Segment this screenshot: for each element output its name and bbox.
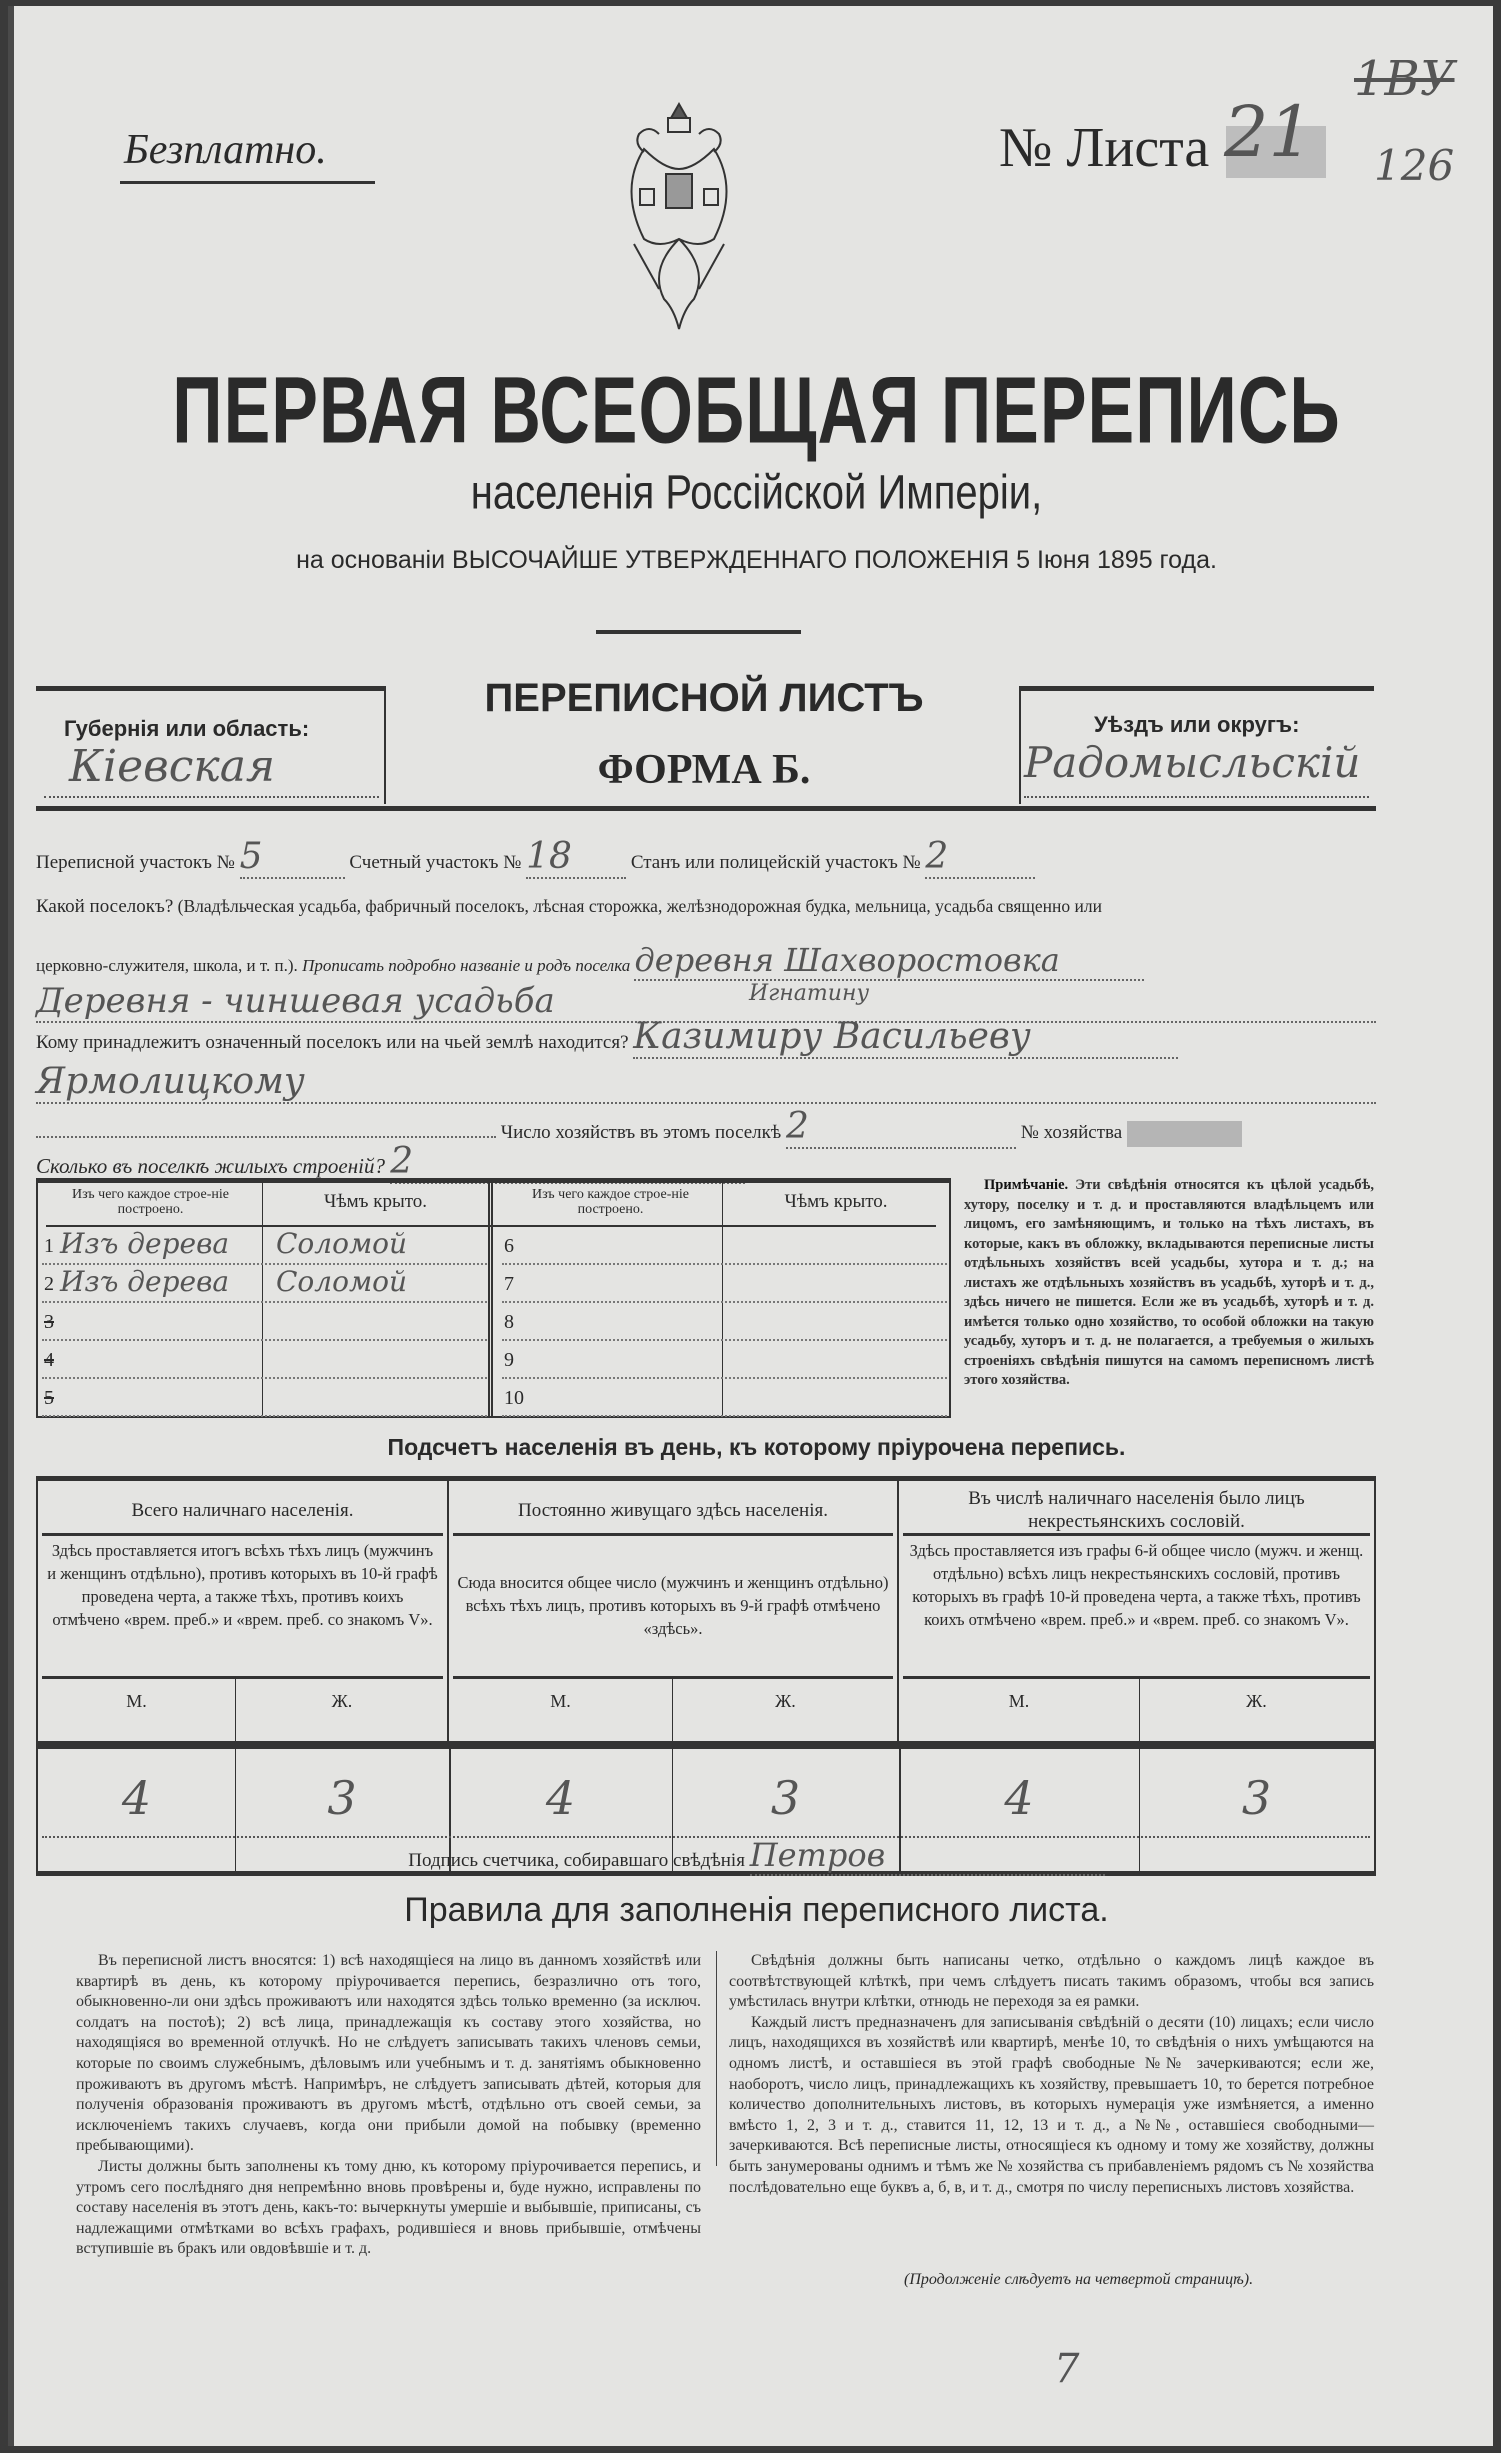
pop-header-permanent: Постоянно живущаго здѣсь населенія. <box>518 1500 828 1521</box>
buildings-table-row <box>502 1263 947 1265</box>
households-field <box>786 1106 1016 1149</box>
settlement-row-2 <box>36 941 1144 981</box>
rules-divider <box>716 1951 717 2166</box>
signature-label: Подпись счетчика, собиравшаго свѣдѣнія <box>408 1850 745 1871</box>
building-roof-value: Соломой <box>276 1265 408 1298</box>
signature-row <box>14 1836 1499 1876</box>
free-underline <box>120 181 375 184</box>
nonpeasant-female-value: 3 <box>1241 1771 1272 1825</box>
pop-male-label: М. <box>1008 1691 1030 1711</box>
buildings-table-row <box>502 1415 947 1417</box>
buildings-table <box>36 1178 951 1418</box>
province-field <box>44 796 379 798</box>
pop-desc-total: Здѣсь проставляется итогъ всѣхъ тѣхъ лицъ (мужчинъ и женщинъ отдѣльно), противъ которыхъ въ 10-й графѣ проведена черта, а также тѣхъ, противъ коихъ отмѣчено «врем. преб.» и «врем. преб. со знакомъ V». <box>47 1541 438 1629</box>
settlement-field-1 <box>634 941 1144 981</box>
rules-right-paragraph-2: Каждый листъ предназначенъ для записыванія свѣдѣній о десяти (10) лицахъ; если число лицъ, находящихся въ хозяйствѣ или квартирѣ, менѣе 10, то свѣдѣнія о нихъ умѣщаются на одномъ листѣ, и оставшіеся въ этой графѣ свободные №№ зачеркиваются; если же, наоборотъ, число лицъ, принадлежащихъ къ хозяйству, превышаетъ 10, то берется потребное количество дополнительныхъ листовъ, въ которыхъ нумерація уже измѣняется, а именно вмѣсто 1, 2, 3 и т. д., ставится 11, 12, 13 и т. д., а №№, оставшіеся свободными—зачеркиваются. Всѣ переписные листы, относящіеся къ одному и тому же хозяйству, должны быть занумерованы однимъ и тѣмъ же № хозяйства съ прибавленіемъ рядомъ съ № хозяйства послѣдовательно еще буквъ а, б, в, и т. д., смотря по числу переписныхъ листовъ хозяйства. <box>729 2013 1374 2196</box>
bt-col-roof-left <box>263 1183 493 1416</box>
total-female-value: 3 <box>327 1771 357 1825</box>
settlement-value-1: деревня Шахворостовка <box>634 941 1060 979</box>
archive-number-crossed: 1ВУ <box>1354 51 1455 107</box>
pop-col-permanent <box>449 1481 899 1741</box>
sep <box>903 1676 1370 1679</box>
settlement-label: Какой поселокъ? <box>36 896 174 917</box>
police-section-value: 2 <box>925 836 949 877</box>
pop-male-label: М. <box>126 1691 147 1711</box>
households-value: 2 <box>785 1106 809 1147</box>
rules-left-paragraph-2: Листы должны быть заполнены къ тому дню, къ которому пріурочивается перепись, и утромъ сего послѣдняго дня непремѣнно вновь провѣрены и, буде нужно, исправлены по составу населенія въ этотъ день, какъ-то: вычеркнуты умершіе и выбывшіе, приписаны, съ надлежащими отмѣтками во всѣхъ графахъ, родившіеся и вновь прибывшіе, отмѣчены вступившіе въ бракъ или овдовѣвшіе и т. д. <box>76 2157 701 2258</box>
buildings-value: 2 <box>390 1141 414 1182</box>
buildings-table-row <box>502 1301 947 1303</box>
rules-right-paragraph-1: Свѣдѣнія должны быть написаны четко, отдѣльно о каждомъ лицѣ каждое въ соотвѣтствующей клѣткѣ, при чемъ слѣдуетъ писать такимъ образомъ, чтобы вся запись умѣстилась внутри клѣтки, отнюдь не переходя за ея рамки. <box>729 1952 1374 2011</box>
permanent-male-value: 4 <box>545 1771 576 1825</box>
pop-female-label: Ж. <box>775 1691 796 1711</box>
population-title: Подсчетъ населенія въ день, къ которому пріурочена перепись. <box>387 1434 1126 1460</box>
rules-left-column <box>76 1951 701 2260</box>
building-number: 1 <box>44 1235 54 1257</box>
pop-male-label: М. <box>550 1691 571 1711</box>
census-title: ПЕРВАЯ ВСЕОБЩАЯ ПЕРЕПИСЬ <box>172 357 1341 463</box>
buildings-table-row <box>42 1301 487 1303</box>
population-table <box>36 1476 1376 1746</box>
note-text: Эти свѣдѣнія относятся къ цѣлой усадьбѣ, хутору, поселку и т. д. и проставляются владѣльцемъ или лицомъ, его замѣняющимъ, и только на тѣхъ листахъ, въ которые, какъ въ обложку, вкладываются переписные листы отдѣльныхъ хозяйствъ всей усадьбы, хутора и т. д.; на листахъ же отдѣльныхъ хозяйствъ въ усадьбѣ, хуторѣ и т. д., здѣсь ничего не пишется. Если же въ усадьбѣ, хуторѣ и т. д. имѣется только одно хозяйство, то особой обложки на такую усадьбу, хуторъ и т. д. не полагается, а требуемыя о жилыхъ строеніяхъ свѣдѣнія пишутся на самомъ переписномъ листѣ этого хозяйства. <box>964 1177 1374 1388</box>
settlement-hint-2: церковно-служителя, школа, и т. п.). <box>36 956 298 975</box>
settlement-value-2: Деревня - чиншевая усадьба <box>36 981 555 1021</box>
building-number: 4 <box>44 1349 54 1371</box>
bt-col-built-left <box>38 1183 263 1416</box>
households-blank <box>36 1136 496 1138</box>
buildings-table-row <box>42 1377 487 1379</box>
bt-header-roofed: Чѣмъ крыто. <box>323 1191 428 1212</box>
pop-col-total <box>38 1481 449 1741</box>
pop-female-label: Ж. <box>331 1691 353 1711</box>
bt-col-roof-right <box>723 1183 949 1416</box>
divider <box>596 630 801 634</box>
rules-left-paragraph-1: Въ переписной листъ вносятся: 1) всѣ находящіеся на лицо въ данномъ хозяйствѣ или квартирѣ въ день, къ которому пріурочивается перепись, безразлично отъ того, обыкновенно-ли они здѣсь проживаютъ или находятся здѣсь только временно (за исключ. солдатъ на постоѣ); 2) всѣ лица, принадлежащія къ составу этого хозяйства, но находящіяся во временной отлучкѣ. Но не слѣдуетъ записывать такихъ членовъ семьи, которые по своимъ служебнымъ, дѣловымъ или учебнымъ и т. д. занятіямъ обыкновенно проживаютъ въ другомъ мѣстѣ. Напримѣръ, не слѣдуетъ записывать дѣтей, которыя для полученія образованія проживаютъ въ другомъ мѣстѣ, отдѣльно отъ своей семьи, за исключеніемъ такихъ случаевъ, когда они прибыли домой на побывку (временно пребывающими). <box>76 1952 701 2155</box>
pop-header-total: Всего наличнаго населенія. <box>131 1500 354 1521</box>
census-form-page <box>8 6 1493 2446</box>
archive-number: 126 <box>1374 141 1455 190</box>
note <box>964 1176 1374 1391</box>
owner-value-2: Ярмолицкому <box>36 1061 305 1102</box>
sep <box>453 1676 893 1679</box>
nonpeasant-male-value: 4 <box>1004 1771 1034 1825</box>
building-number: 9 <box>504 1349 514 1371</box>
building-number: 5 <box>44 1387 54 1409</box>
settlement-hint-3: Прописать подробно названіе и родъ поселка <box>302 956 631 975</box>
household-no-label: № хозяйства <box>1020 1122 1123 1143</box>
count-section-field <box>526 836 626 879</box>
census-section-value: 5 <box>239 836 263 877</box>
page-number: 7 <box>1054 2346 1080 2392</box>
census-basis: на основаніи ВЫСОЧАЙШЕ УТВЕРЖДЕННАГО ПОЛОЖЕНІЯ 5 Іюня 1895 года. <box>296 546 1217 574</box>
building-number: 10 <box>504 1387 524 1409</box>
total-male-value: 4 <box>121 1771 152 1825</box>
pop-col-nonpeasant <box>899 1481 1374 1741</box>
bt-header-roofed-2: Чѣмъ крыто. <box>784 1191 888 1212</box>
continued-note: (Продолженіе слѣдуетъ на четвертой страницѣ). <box>904 2271 1254 2288</box>
owner-row-2 <box>36 1061 1376 1104</box>
building-number: 6 <box>504 1235 514 1257</box>
district-label: Уѣздъ или округъ: <box>1094 712 1300 737</box>
sheet-number-value: 21 <box>1224 91 1314 173</box>
province-value: Кіевская <box>69 741 276 792</box>
double-headed-eagle-icon <box>614 94 744 334</box>
pop-desc-permanent: Сюда вносится общее число (мужчинъ и женщинъ отдѣльно) всѣхъ тѣхъ лицъ, противъ которыхъ въ 9-й графѣ отмѣчено «здѣсь». <box>457 1573 889 1638</box>
building-number: 8 <box>504 1311 514 1333</box>
sheet-number-label: № Листа <box>999 117 1210 179</box>
buildings-table-row <box>42 1339 487 1341</box>
buildings-label: Сколько въ поселкѣ жилыхъ строеній? <box>36 1154 385 1178</box>
bt-header-built-of-2: Изъ чего каждое строе-ніе построено. <box>532 1187 689 1217</box>
district-field <box>1024 796 1369 798</box>
signature-field <box>750 1836 1105 1876</box>
police-section-label: Станъ или полицейскій участокъ № <box>630 852 921 873</box>
census-section-label: Переписной участокъ № <box>36 852 235 873</box>
buildings-table-row <box>502 1377 947 1379</box>
building-material-value: Изъ дерева <box>60 1227 230 1260</box>
form-title: ПЕРЕПИСНОЙ ЛИСТЪ <box>484 676 924 720</box>
count-section-label: Счетный участокъ № <box>349 852 522 873</box>
household-no-field <box>1127 1121 1242 1147</box>
sep <box>42 1533 443 1536</box>
census-section-field <box>240 836 345 879</box>
district-value: Радомысльскій <box>1024 738 1361 787</box>
sections-row <box>36 836 1035 879</box>
bt-col-built-right <box>498 1183 723 1416</box>
note-label: Примѣчаніе. <box>984 1177 1069 1193</box>
building-number: 3 <box>44 1311 54 1333</box>
buildings-table-row <box>42 1415 487 1417</box>
form-subtitle: ФОРМА Б. <box>597 747 811 793</box>
sep <box>453 1533 893 1536</box>
sep <box>38 1746 1374 1749</box>
signature-value: Петров <box>749 1836 886 1874</box>
sep <box>42 1676 443 1679</box>
sep <box>903 1533 1370 1536</box>
divider-thick <box>36 806 1376 811</box>
building-material-value: Изъ дерева <box>60 1265 230 1298</box>
census-subtitle: населенія Россійской Имперіи, <box>470 466 1043 520</box>
rules-title: Правила для заполненія переписного листа. <box>404 1891 1109 1929</box>
pop-female-label: Ж. <box>1246 1691 1267 1711</box>
owner-value-1: Казимиру Васильеву <box>633 1016 1031 1057</box>
building-roof-value: Соломой <box>276 1227 408 1260</box>
owner-correction: Игнатину <box>749 981 870 1006</box>
owner-field-2 <box>36 1061 1376 1104</box>
free-label: Безплатно. <box>124 127 327 173</box>
owner-field-1 <box>633 1016 1178 1059</box>
buildings-table-row <box>502 1339 947 1341</box>
settlement-row <box>36 896 1102 918</box>
owner-label: Кому принадлежитъ означенный поселокъ или на чьей землѣ находится? <box>36 1032 629 1053</box>
rules-right-column <box>729 1951 1374 2198</box>
building-number: 7 <box>504 1273 514 1295</box>
permanent-female-value: 3 <box>770 1771 801 1825</box>
province-label: Губернія или область: <box>64 716 310 741</box>
pop-desc-nonpeasant: Здѣсь проставляется изъ графы 6-й общее число (мужч. и женщ. отдѣльно) всѣхъ лицъ некрестьянскихъ сословій, противъ которыхъ въ графѣ 10-й проведена черта, а также тѣхъ, противъ коихъ отмѣчено «врем. преб.» и «врем. преб. со знакомъ V». <box>909 1541 1364 1629</box>
pop-header-nonpeasant: Въ числѣ наличнаго населенія было лицъ некрестьянскихъ сословій. <box>968 1488 1305 1532</box>
count-section-value: 18 <box>526 836 572 877</box>
bt-header-built-of: Изъ чего каждое строе-ніе построено. <box>72 1187 229 1217</box>
owner-row <box>36 1016 1178 1059</box>
households-label: Число хозяйствъ въ этомъ поселкѣ <box>500 1122 782 1143</box>
settlement-hint: (Владѣльческая усадьба, фабричный поселокъ, лѣсная сторожка, желѣзнодорожная будка, мельница, усадьба священно или <box>177 896 1102 916</box>
police-section-field <box>925 836 1035 879</box>
building-number: 2 <box>44 1273 54 1295</box>
